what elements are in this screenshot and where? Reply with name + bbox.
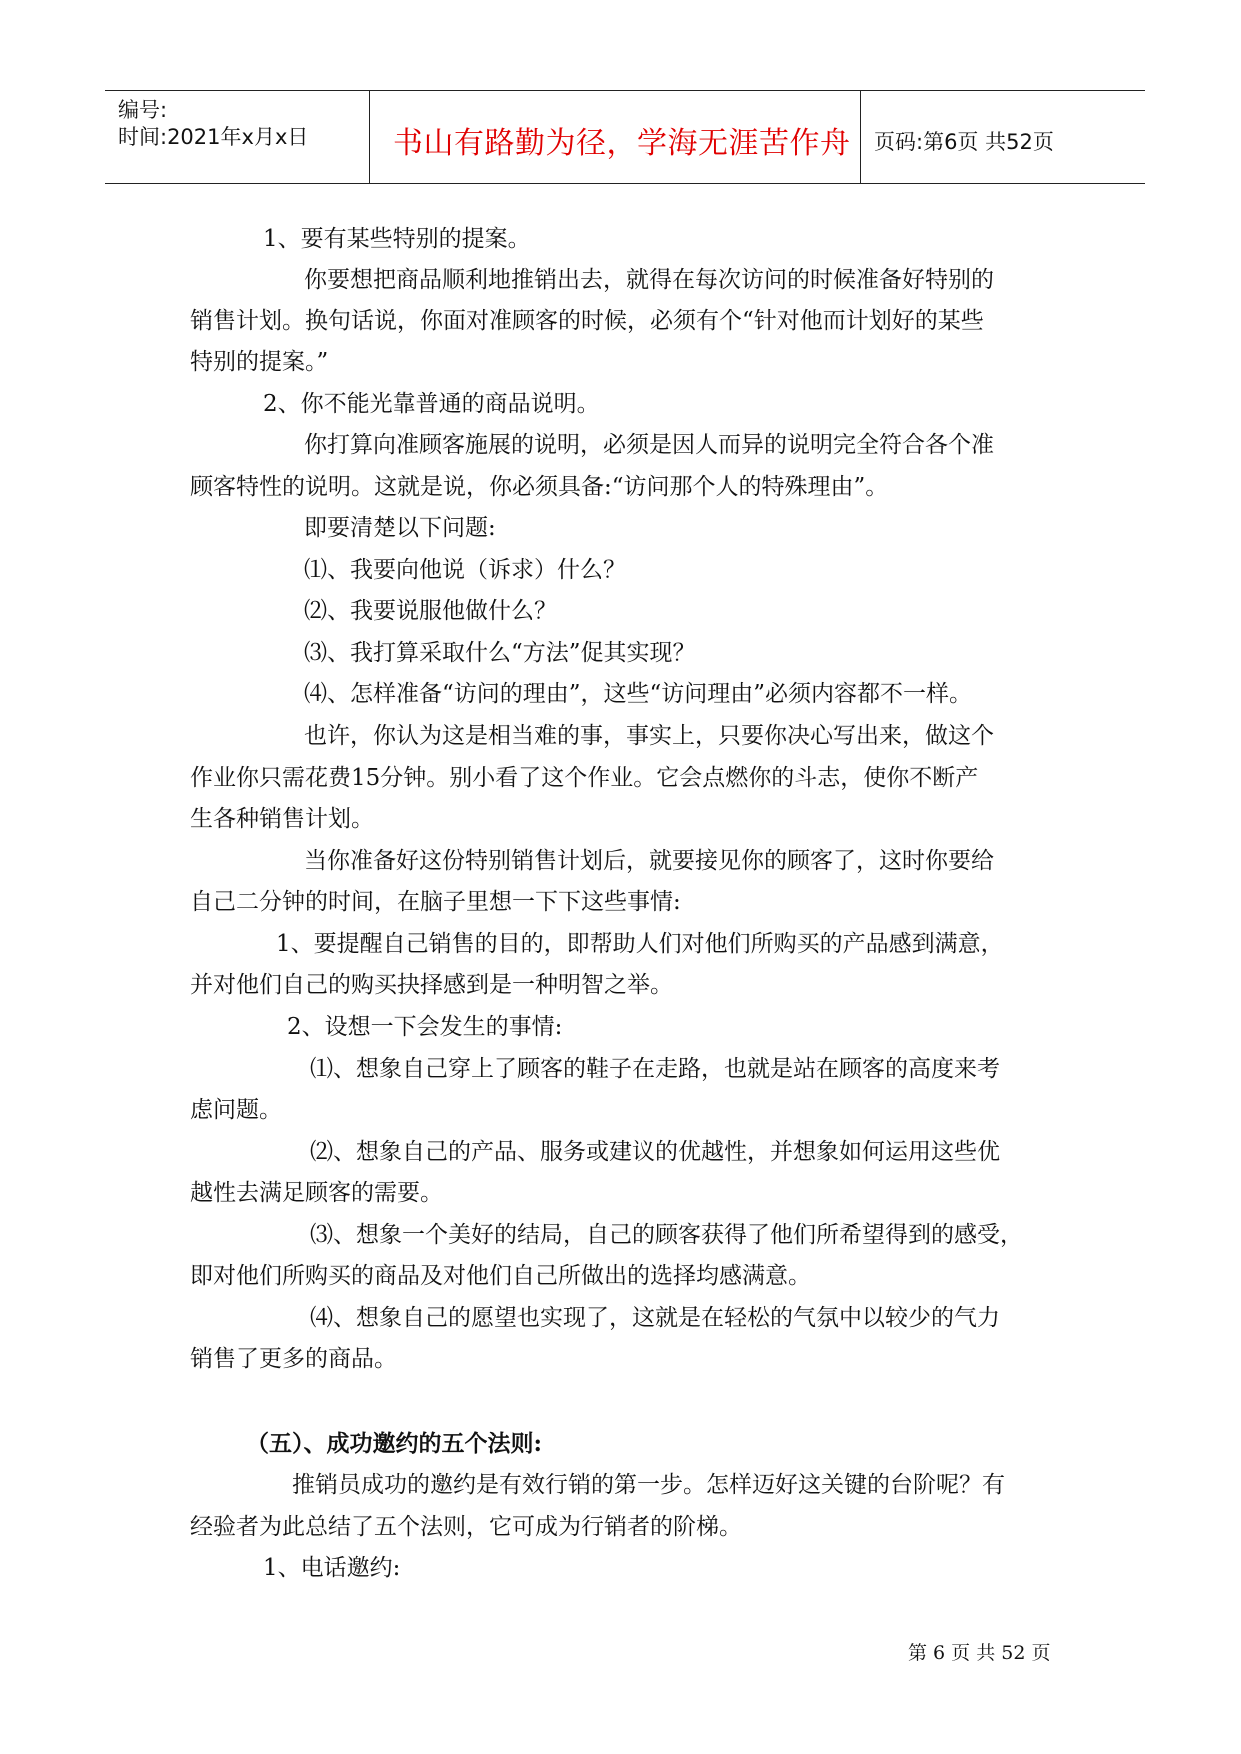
body-line: 并对他们自己的购买抉择感到是一种明智之举。 bbox=[190, 972, 673, 998]
body-line: ⑴、想象自己穿上了顾客的鞋子在走路，也就是站在顾客的高度来考 bbox=[310, 1056, 1000, 1082]
body-line: 2、你不能光靠普通的商品说明。 bbox=[263, 391, 600, 417]
body-line: 即要清楚以下问题: bbox=[304, 515, 496, 541]
body-line: 越性去满足顾客的需要。 bbox=[190, 1180, 443, 1206]
body-line: 顾客特性的说明。这就是说，你必须具备:“访问那个人的特殊理由”。 bbox=[190, 474, 889, 500]
body-line: 特别的提案。” bbox=[190, 349, 329, 375]
body-line: 生各种销售计划。 bbox=[190, 806, 374, 832]
body-line: 推销员成功的邀约是有效行销的第一步。怎样迈好这关键的台阶呢？有 bbox=[292, 1472, 1005, 1498]
body-line: 你打算向准顾客施展的说明，必须是因人而异的说明完全符合各个准 bbox=[304, 432, 994, 458]
body-line: 当你准备好这份特别销售计划后，就要接见你的顾客了，这时你要给 bbox=[304, 848, 994, 874]
body-line: ⑵、我要说服他做什么？ bbox=[304, 598, 557, 624]
header-number-label: 编号: bbox=[118, 98, 168, 122]
body-line: 虑问题。 bbox=[190, 1097, 282, 1123]
body-line: ⑷、想象自己的愿望也实现了，这就是在轻松的气氛中以较少的气力 bbox=[310, 1305, 1000, 1331]
body-line: ⑴、我要向他说（诉求）什么？ bbox=[304, 557, 626, 583]
body-line: ⑵、想象自己的产品、服务或建议的优越性，并想象如何运用这些优 bbox=[310, 1139, 1000, 1165]
body-line: 经验者为此总结了五个法则，它可成为行销者的阶梯。 bbox=[190, 1514, 742, 1540]
header-page-code: 页码:第6页 共52页 bbox=[874, 130, 1054, 154]
body-line: 1、电话邀约: bbox=[263, 1555, 401, 1581]
header-top-rule bbox=[105, 90, 1145, 91]
body-line: 销售了更多的商品。 bbox=[190, 1346, 397, 1372]
footer-page-number: 第 6 页 共 52 页 bbox=[908, 1642, 1051, 1664]
body-line: ⑶、我打算采取什么“方法”促其实现？ bbox=[304, 640, 696, 666]
body-line: 即对他们所购买的商品及对他们自己所做出的选择均感满意。 bbox=[190, 1263, 811, 1289]
body-line: 1、要有某些特别的提案。 bbox=[263, 226, 531, 252]
body-line: 自己二分钟的时间，在脑子里想一下下这些事情: bbox=[190, 889, 681, 915]
body-line: ⑶、想象一个美好的结局，自己的顾客获得了他们所希望得到的感受， bbox=[310, 1222, 1023, 1248]
header-motto: 书山有路勤为径，学海无涯苦作舟 bbox=[393, 126, 851, 161]
header-time-label: 时间:2021年x月x日 bbox=[118, 125, 309, 149]
body-line: 销售计划。换句话说，你面对准顾客的时候，必须有个“针对他而计划好的某些 bbox=[190, 308, 984, 334]
body-line: 作业你只需花费15分钟。别小看了这个作业。它会点燃你的斗志，使你不断产 bbox=[190, 765, 979, 791]
body-line: 你要想把商品顺利地推销出去，就得在每次访问的时候准备好特别的 bbox=[304, 267, 994, 293]
body-line: 2、设想一下会发生的事情: bbox=[287, 1014, 563, 1040]
header-divider-left bbox=[369, 90, 370, 184]
header-divider-right bbox=[860, 90, 861, 184]
body-line: 1、要提醒自己销售的目的，即帮助人们对他们所购买的产品感到满意， bbox=[276, 931, 1004, 957]
section-heading: （五）、成功邀约的五个法则: bbox=[246, 1430, 542, 1457]
header-bottom-rule bbox=[105, 183, 1145, 184]
body-line: 也许，你认为这是相当难的事，事实上，只要你决心写出来，做这个 bbox=[304, 723, 994, 749]
body-line: ⑷、怎样准备“访问的理由”，这些“访问理由”必须内容都不一样。 bbox=[304, 681, 973, 707]
